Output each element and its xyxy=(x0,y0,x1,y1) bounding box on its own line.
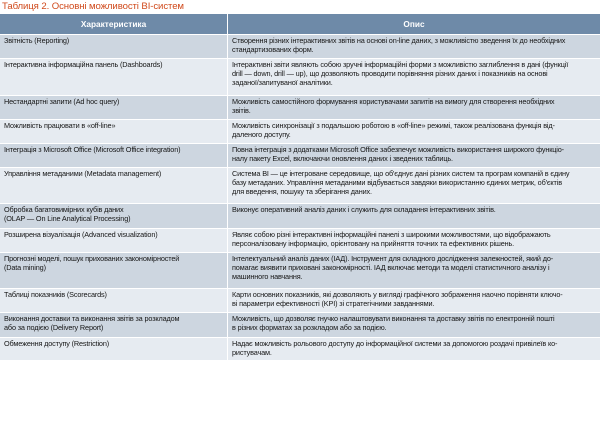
table-row xyxy=(0,204,600,229)
description-cell xyxy=(228,144,600,168)
description-text: стандартизованих форм. xyxy=(232,44,314,54)
description-cell xyxy=(228,168,600,204)
feature-cell xyxy=(0,96,228,120)
description-text: машинного навчання. xyxy=(232,271,303,281)
description-cell xyxy=(228,120,600,144)
description-text: Можливість, що дозволяє гнучко налаштовувати виконання та доставку звітів по електронній пошті xyxy=(232,314,555,323)
feature-text: Управління метаданими (Metadata management) xyxy=(4,169,162,178)
description-text: Повна інтеграція з додатками Microsoft Office забезпечує можливість використання широкого функціо- xyxy=(232,145,564,154)
header-description: Опис xyxy=(228,14,600,35)
table-row xyxy=(0,229,600,253)
description-text: Інтерактивні звіти являють собою зручні інформаційні форми з можливістю заглиблення в дані (функції xyxy=(232,60,569,69)
description-text: Надає можливість рольового доступу до інформаційної системи за допомогою роздачі привілеїв ко- xyxy=(232,339,558,348)
description-cell xyxy=(228,229,600,253)
table-body xyxy=(0,35,600,361)
description-text: Являє собою різні інтерактивні інформаційні панелі з широкими можливостями, що відображають xyxy=(232,230,551,239)
description-cell xyxy=(228,253,600,289)
feature-cell xyxy=(0,289,228,313)
description-text: Можливість самостійного формування користувачами запитів на вимогу для створення необхідних xyxy=(232,97,555,106)
description-text: персоналізовану інформацію, орієнтовану на прийняття точних та ефективних рішень. xyxy=(232,238,515,248)
table-row xyxy=(0,168,600,204)
feature-text: або за подією (Delivery Report) xyxy=(4,322,104,332)
description-text: Створення різних інтерактивних звітів на основі on-line даних, з можливістю зведення їх до необхідних xyxy=(232,36,566,45)
description-text: даленого доступу. xyxy=(232,129,291,139)
description-text: Виконує оперативний аналіз даних і служить для складання інтерактивних звітів. xyxy=(232,205,496,214)
feature-text: Звітність (Reporting) xyxy=(4,36,70,45)
feature-cell xyxy=(0,338,228,361)
description-text: помагає виявити приховані закономірності. ІАД включає методи та моделі статистичного аналізу і xyxy=(232,262,550,272)
description-text: Можливість синхронізації з подальшою роботою в «off-line» режимі, також реалізована функція від- xyxy=(232,121,555,130)
description-text: в різних форматах за розкладом або за подією. xyxy=(232,322,387,332)
table-row xyxy=(0,35,600,59)
feature-cell xyxy=(0,59,228,96)
feature-text: Розширена візуалізація (Advanced visualization) xyxy=(4,230,158,239)
feature-text: Інтерактивна інформаційна панель (Dashboards) xyxy=(4,60,163,69)
header-feature: Характеристика xyxy=(0,14,228,35)
bi-features-table xyxy=(0,14,600,361)
description-text: ві параметри ефективності (KPI) зі стратегічними завданнями. xyxy=(232,298,435,308)
description-text: заданої/запитуваної аналітики. xyxy=(232,77,333,87)
description-text: для введення, пошуку та зберігання даних. xyxy=(232,186,372,196)
table-header-row xyxy=(0,14,600,35)
description-cell xyxy=(228,313,600,338)
description-text: drill — down, drill — up), що дозволяють проводити порівняння різних даних і показників на основі xyxy=(232,68,548,78)
feature-cell xyxy=(0,120,228,144)
feature-cell xyxy=(0,313,228,338)
description-text: ристувачам. xyxy=(232,347,272,357)
feature-text: Прогнозні моделі, пошук прихованих закономірностей xyxy=(4,254,180,263)
table-row xyxy=(0,144,600,168)
table-row xyxy=(0,338,600,361)
feature-cell xyxy=(0,35,228,59)
table-row xyxy=(0,253,600,289)
description-text: Система BI — це інтегроване середовище, що об'єднує дані різних систем та програм компаній в єдину xyxy=(232,169,570,178)
table-row xyxy=(0,120,600,144)
feature-text: Таблиці показників (Scorecards) xyxy=(4,290,107,299)
description-text: налу пакету Excel, включаючи оновлення даних і зведених таблиць. xyxy=(232,153,453,163)
description-text: Інтелектуальний аналіз даних (ІАД). Інструмент для складного дослідження залежностей, який до- xyxy=(232,254,554,263)
feature-text: (OLAP — On Line Analytical Processing) xyxy=(4,213,131,223)
description-cell xyxy=(228,204,600,229)
feature-cell xyxy=(0,253,228,289)
feature-cell xyxy=(0,204,228,229)
table-caption: Таблиця 2. Основні можливості BI-систем xyxy=(2,1,184,12)
feature-cell xyxy=(0,229,228,253)
description-text: базу метаданих. Управління метаданими відбувається завдяки використанню єдиних метрик, об'єктів xyxy=(232,177,562,187)
table-row xyxy=(0,313,600,338)
description-text: Карти основних показників, які дозволяють у вигляді графічного зображення наочно порівняти ключо- xyxy=(232,290,563,299)
feature-text: Можливість працювати в «off-line» xyxy=(4,121,116,130)
feature-text: Інтеграція з Microsoft Office (Microsoft Office integration) xyxy=(4,145,181,154)
table-row xyxy=(0,59,600,96)
description-cell xyxy=(228,289,600,313)
description-text: звітів. xyxy=(232,105,251,115)
table-row xyxy=(0,96,600,120)
feature-text: Обробка багатовимірних кубів даних xyxy=(4,205,124,214)
description-cell xyxy=(228,59,600,96)
feature-text: Виконання доставки та виконання звітів за розкладом xyxy=(4,314,180,323)
description-cell xyxy=(228,96,600,120)
feature-cell xyxy=(0,144,228,168)
description-cell xyxy=(228,338,600,361)
table-row xyxy=(0,289,600,313)
feature-text: (Data mining) xyxy=(4,262,46,272)
feature-cell xyxy=(0,168,228,204)
feature-text: Обмеження доступу (Restriction) xyxy=(4,339,110,348)
feature-text: Нестандартні запити (Ad hoc query) xyxy=(4,97,120,106)
description-cell xyxy=(228,35,600,59)
